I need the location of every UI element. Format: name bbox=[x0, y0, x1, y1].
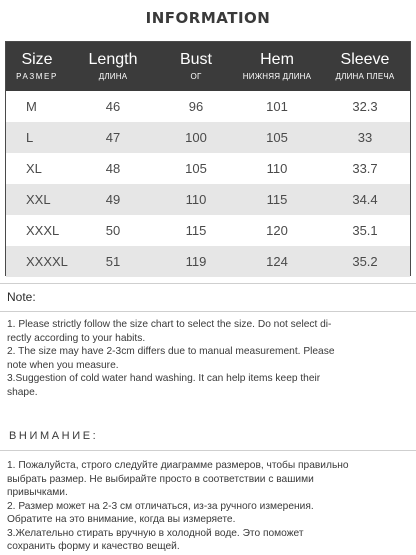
cell-size: L bbox=[26, 130, 34, 145]
cell-size: XXXXL bbox=[26, 254, 68, 269]
cell-bust: 105 bbox=[185, 161, 207, 176]
note-line: note when you measure. bbox=[7, 359, 119, 371]
cell-length: 51 bbox=[105, 254, 121, 269]
cell-length: 48 bbox=[105, 161, 121, 176]
cell-length: 46 bbox=[105, 99, 121, 114]
header-length bbox=[68, 42, 158, 91]
cell-sleeve: 32.3 bbox=[352, 99, 378, 114]
warning-line: 1. Пожалуйста, строго следуйте диаграмме размеров, чтобы правильно bbox=[7, 460, 349, 471]
header-label: Size bbox=[21, 51, 53, 68]
warning-title: ВНИМАНИЕ: bbox=[9, 430, 99, 442]
header-sublabel: ДЛИНА ПЛЕЧА bbox=[335, 72, 395, 81]
cell-hem: 115 bbox=[266, 192, 288, 207]
header-label: Hem bbox=[260, 51, 294, 68]
cell-bust: 100 bbox=[185, 130, 207, 145]
note-line: rectly according to your habits. bbox=[7, 332, 146, 344]
cell-hem: 105 bbox=[266, 130, 288, 145]
header-label: Bust bbox=[179, 51, 212, 68]
note-title: Note: bbox=[7, 290, 36, 304]
note-line: 3.Suggestion of cold water hand washing. It can help items keep their bbox=[7, 373, 321, 384]
cell-bust: 115 bbox=[185, 223, 207, 238]
header-bust bbox=[158, 42, 234, 91]
table-row bbox=[6, 246, 410, 277]
cell-size: M bbox=[26, 99, 37, 114]
cell-bust: 119 bbox=[185, 254, 207, 269]
table-row bbox=[6, 184, 410, 215]
warning-line: выбрать размер. Не выбирайте просто в соответствии с вашими bbox=[7, 473, 314, 485]
header-sublabel: ДЛИНА bbox=[98, 72, 128, 81]
warning-line: привычками. bbox=[7, 487, 68, 498]
cell-sleeve: 34.4 bbox=[352, 192, 378, 207]
table-row bbox=[6, 122, 410, 153]
header-sublabel: НИЖНЯЯ ДЛИНА bbox=[242, 72, 312, 81]
header-label: Length bbox=[88, 51, 138, 68]
cell-size: XXL bbox=[26, 192, 51, 207]
cell-size: XL bbox=[26, 161, 42, 176]
table-row bbox=[6, 153, 410, 184]
cell-hem: 120 bbox=[266, 223, 288, 238]
divider bbox=[0, 450, 416, 451]
header-sublabel: ОГ bbox=[190, 72, 202, 81]
warning-line: Обратите на это внимание, когда вы измеряете. bbox=[7, 514, 236, 525]
cell-size: XXXL bbox=[26, 223, 60, 238]
header-sublabel: РАЗМЕР bbox=[16, 72, 58, 81]
header-hem bbox=[234, 42, 320, 91]
warning-line: 2. Размер может на 2-3 см отличаться, из-за ручного измерения. bbox=[7, 500, 314, 512]
page-title: INFORMATION bbox=[145, 9, 271, 27]
cell-sleeve: 35.2 bbox=[352, 254, 378, 269]
warning-line: сохранить форму и качество вещей. bbox=[7, 541, 180, 552]
cell-hem: 101 bbox=[266, 99, 288, 114]
warning-text bbox=[7, 459, 411, 554]
divider bbox=[0, 311, 416, 312]
cell-sleeve: 35.1 bbox=[352, 223, 378, 238]
cell-hem: 124 bbox=[266, 254, 288, 269]
table-header bbox=[6, 42, 410, 91]
cell-length: 47 bbox=[105, 130, 121, 145]
note-text bbox=[7, 318, 411, 399]
size-table bbox=[5, 41, 411, 276]
table-row bbox=[6, 91, 410, 122]
cell-length: 49 bbox=[105, 192, 121, 207]
cell-bust: 110 bbox=[185, 192, 207, 207]
header-label: Sleeve bbox=[340, 51, 390, 68]
warning-line: 3.Желательно стирать вручную в холодной воде. Это поможет bbox=[7, 527, 304, 539]
note-line: 1. Please strictly follow the size chart to select the size. Do not select di- bbox=[7, 319, 332, 330]
divider bbox=[0, 283, 416, 284]
table-row bbox=[6, 215, 410, 246]
header-sleeve bbox=[320, 42, 410, 91]
note-line: shape. bbox=[7, 386, 38, 398]
cell-bust: 96 bbox=[188, 99, 204, 114]
cell-hem: 110 bbox=[266, 161, 288, 176]
cell-sleeve: 33.7 bbox=[352, 161, 378, 176]
cell-sleeve: 33 bbox=[357, 130, 373, 145]
header-size bbox=[6, 42, 68, 91]
note-line: 2. The size may have 2-3cm differs due to manual measurement. Please bbox=[7, 346, 335, 357]
cell-length: 50 bbox=[105, 223, 121, 238]
